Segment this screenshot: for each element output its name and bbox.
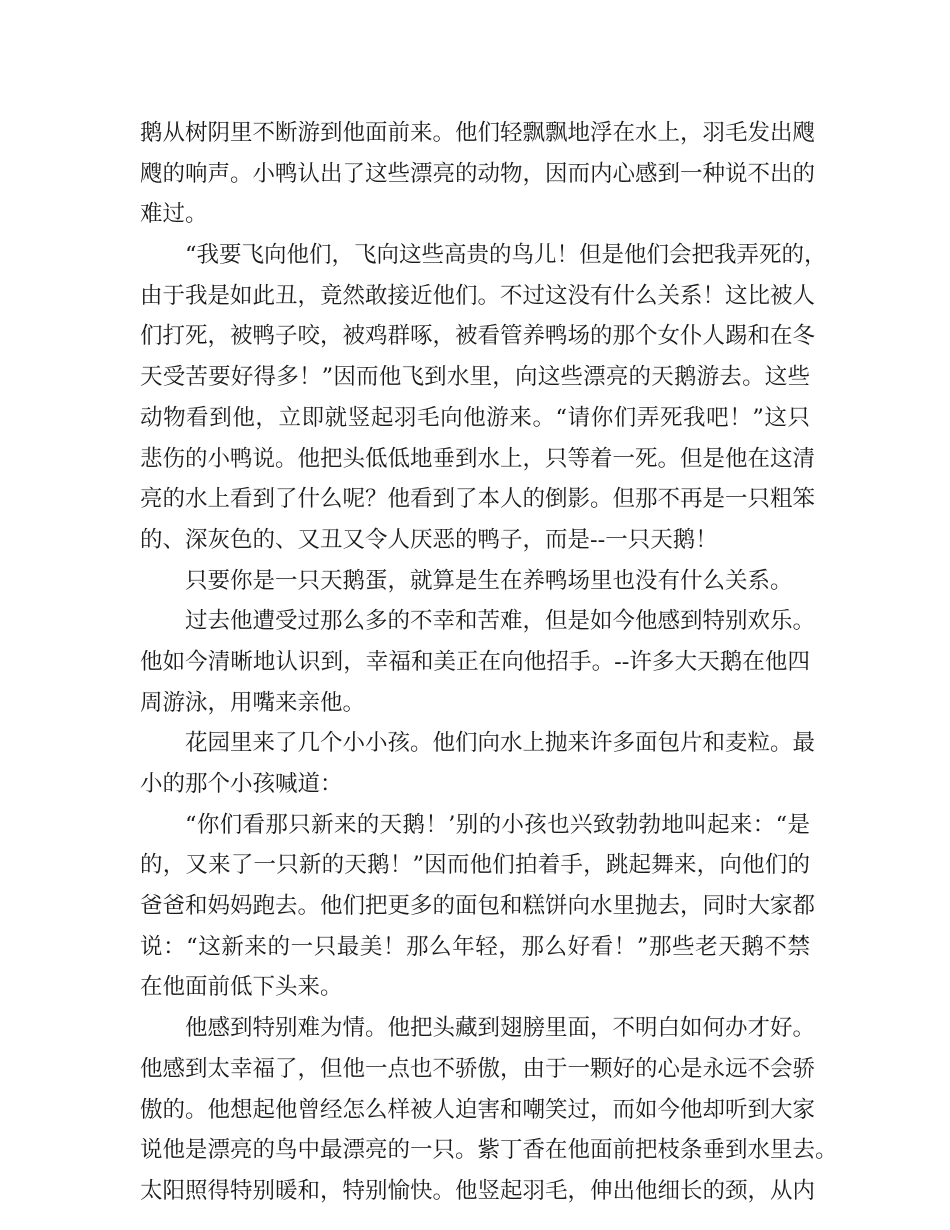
- text-line: 过去他遭受过那么多的不幸和苦难，但是如今他感到特别欢乐。: [185, 608, 816, 635]
- text-line: 动物看到他，立即就竖起羽毛向他游来。“请你们弄死我吧！”这只: [140, 404, 810, 431]
- text-line: 花园里来了几个小小孩。他们向水上抛来许多面包片和麦粒。最: [185, 730, 816, 757]
- text-line: 太阳照得特别暖和，特别愉快。他竖起羽毛，伸出他细长的颈，从内: [140, 1177, 816, 1204]
- text-line: 天受苦要好得多！”因而他飞到水里，向这些漂亮的天鹅游去。这些: [140, 364, 810, 391]
- text-line: 说：“这新来的一只最美！那么年轻，那么好看！”那些老天鹅不禁: [140, 933, 810, 960]
- body-text: [140, 113, 838, 1212]
- text-line: 他感到特别难为情。他把头藏到翅膀里面，不明白如何办才好。: [185, 1015, 816, 1042]
- text-line: 他如今清晰地认识到，幸福和美正在向他招手。--许多大天鹅在他四: [140, 648, 810, 675]
- text-line: 说他是漂亮的鸟中最漂亮的一只。紫丁香在他面前把枝条垂到水里去。: [140, 1137, 838, 1164]
- text-line: “我要飞向他们，飞向这些高贵的鸟儿！但是他们会把我弄死的，: [185, 242, 827, 269]
- text-line: 们打死，被鸭子咬，被鸡群啄，被看管养鸭场的那个女仆人踢和在冬: [140, 323, 816, 350]
- text-line: 爸爸和妈妈跑去。他们把更多的面包和糕饼向水里抛去，同时大家都: [140, 893, 816, 920]
- text-line: 鹅从树阴里不断游到他面前来。他们轻飘飘地浮在水上，羽毛发出飕: [140, 120, 816, 146]
- text-line: 由于我是如此丑，竟然敢接近他们。不过这没有什么关系！这比被人: [140, 282, 816, 309]
- text-line: 傲的。他想起他曾经怎么样被人迫害和嘲笑过，而如今他却听到大家: [140, 1096, 816, 1123]
- text-line: 飕的响声。小鸭认出了这些漂亮的动物，因而内心感到一种说不出的: [140, 160, 816, 187]
- text-line: 的、深灰色的、又丑又令人厌恶的鸭子，而是--一只天鹅！: [140, 526, 718, 553]
- text-line: 他感到太幸福了，但他一点也不骄傲，由于一颗好的心是永远不会骄: [140, 1055, 816, 1082]
- text-line: 难过。: [140, 201, 208, 228]
- text-line: 的，又来了一只新的天鹅！”因而他们拍着手，跳起舞来，向他们的: [140, 852, 810, 879]
- text-line: 只要你是一只天鹅蛋，就算是生在养鸭场里也没有什么关系。: [185, 567, 793, 594]
- text-line: “你们看那只新来的天鹅！’别的小孩也兴致勃勃地叫起来：“是: [185, 811, 810, 838]
- text-line: 周游泳，用嘴来亲他。: [140, 689, 366, 716]
- text-line: 悲伤的小鸭说。他把头低低地垂到水上，只等着一死。但是他在这清: [140, 445, 816, 472]
- text-line: 亮的水上看到了什么呢？他看到了本人的倒影。但那不再是一只粗笨: [140, 486, 816, 513]
- text-line: 小的那个小孩喊道：: [140, 771, 343, 797]
- text-line: 在他面前低下头来。: [140, 974, 343, 1001]
